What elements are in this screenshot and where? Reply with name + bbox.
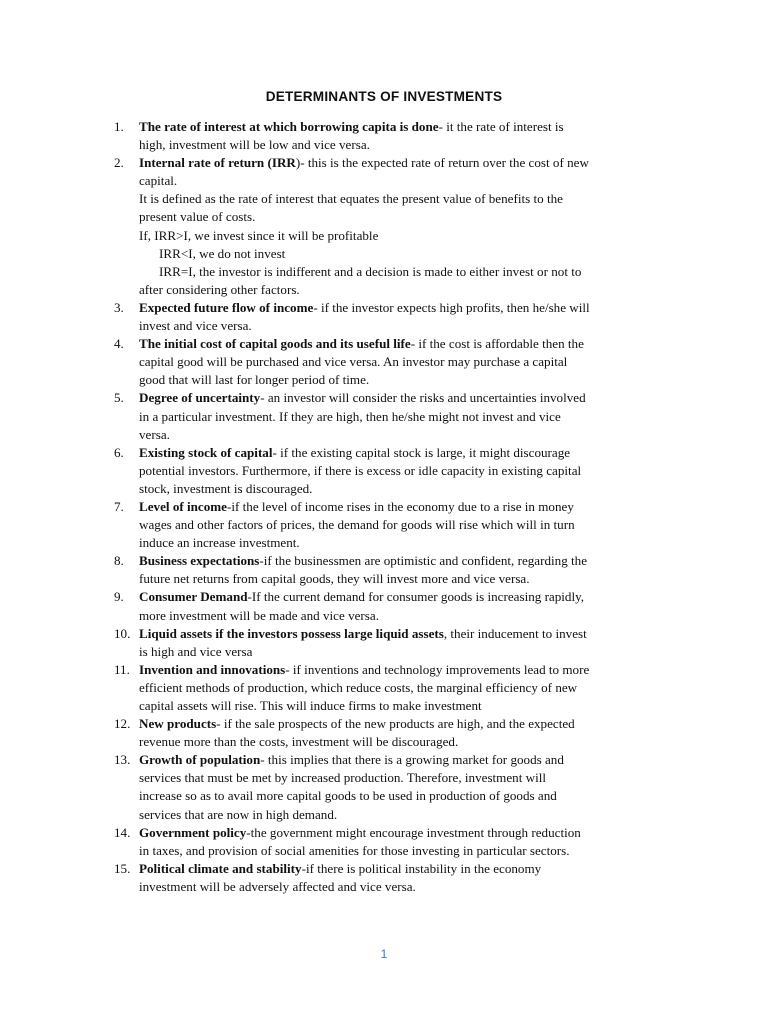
item-heading: Growth of population — [139, 752, 261, 768]
item-continuation: is high and vice versa — [139, 643, 253, 659]
item-continuation: services that must be met by increased production. Therefore, investment will — [139, 770, 546, 786]
item-number: 1. — [114, 119, 124, 134]
item-continuation: more investment will be made and vice versa. — [139, 607, 379, 623]
item-continuation: capital. — [139, 173, 178, 189]
item-first-line — [139, 552, 674, 570]
item-heading: Liquid assets if the investors possess large liquid assets — [139, 625, 444, 641]
item-continuation: increase so as to avail more capital goods to be used in production of goods and — [139, 788, 557, 804]
item-first-line — [139, 860, 674, 878]
item-heading: Consumer Demand — [139, 589, 248, 605]
item-continuation: high, investment will be low and vice versa. — [139, 137, 370, 153]
determinants-list — [114, 118, 674, 896]
item-continuation: in a particular investment. If they are high, then he/she might not invest and vice — [139, 408, 561, 424]
item-first-line — [139, 824, 674, 842]
list-item — [114, 389, 674, 443]
item-number: 13. — [114, 752, 131, 768]
item-heading: The rate of interest at which borrowing capita is done — [139, 119, 439, 134]
list-item — [114, 661, 674, 715]
item-text: -the government might encourage investment through reduction — [246, 824, 581, 840]
list-item — [114, 498, 674, 552]
item-heading: Government policy — [139, 824, 247, 840]
list-item — [114, 118, 674, 154]
list-item — [114, 824, 674, 860]
item-heading: Political climate and stability — [139, 860, 302, 876]
item-text: )- this is the expected rate of return over the cost of new — [295, 155, 589, 171]
item-continuation: efficient methods of production, which reduce costs, the marginal efficiency of new — [139, 679, 578, 695]
item-continuation: in taxes, and provision of social amenities for those investing in particular sectors. — [139, 842, 570, 858]
item-first-line — [139, 715, 674, 733]
item-text: - if inventions and technology improvements lead to more — [285, 661, 590, 677]
list-item — [114, 154, 674, 299]
item-condition: IRR=I, the investor is indifferent and a decision is made to either invest or not to — [159, 263, 582, 279]
item-first-line — [139, 751, 674, 769]
page-number: 1 — [380, 947, 388, 961]
item-number: 15. — [114, 860, 131, 876]
item-continuation: capital assets will rise. This will induce firms to make investment — [139, 698, 482, 713]
list-item — [114, 588, 674, 624]
item-first-line — [139, 154, 674, 172]
item-number: 4. — [114, 336, 124, 352]
item-continuation: after considering other factors. — [139, 281, 300, 297]
item-heading: Business expectations — [139, 553, 260, 569]
item-text: , their inducement to invest — [443, 625, 587, 641]
item-continuation: If, IRR>I, we invest since it will be profitable — [139, 227, 379, 243]
item-continuation: revenue more than the costs, investment will be discouraged. — [139, 734, 459, 750]
list-item — [114, 715, 674, 751]
item-number: 10. — [114, 625, 131, 641]
item-number: 14. — [114, 824, 131, 840]
item-text: -if there is political instability in the economy — [301, 860, 542, 876]
item-continuation: potential investors. Furthermore, if there is excess or idle capacity in existing capital — [139, 462, 582, 478]
item-text: - if the cost is affordable then the — [410, 336, 584, 352]
item-text: - it the rate of interest is — [438, 119, 564, 134]
item-number: 6. — [114, 444, 124, 460]
item-first-line — [139, 118, 674, 136]
item-first-line — [139, 661, 674, 679]
item-continuation: capital good will be purchased and vice versa. An investor may purchase a capital — [139, 354, 568, 370]
item-heading: Expected future flow of income — [139, 299, 314, 315]
item-heading: Level of income — [139, 498, 227, 514]
item-text: - if the existing capital stock is large, it might discourage — [272, 444, 571, 460]
item-heading: Degree of uncertainty — [139, 390, 261, 406]
item-first-line — [139, 335, 674, 353]
item-continuation: stock, investment is discouraged. — [139, 480, 313, 496]
item-continuation: investment will be adversely affected and vice versa. — [139, 878, 416, 894]
item-continuation: services that are now in high demand. — [139, 806, 338, 822]
item-number: 3. — [114, 299, 124, 315]
item-continuation: good that will last for longer period of time. — [139, 372, 370, 388]
item-number: 11. — [114, 661, 130, 677]
list-item — [114, 335, 674, 389]
list-item — [114, 444, 674, 498]
item-text: - an investor will consider the risks and uncertainties involved — [260, 390, 586, 406]
page-title: DETERMINANTS OF INVESTMENTS — [265, 89, 503, 104]
item-heading: New products — [139, 716, 217, 732]
item-number: 5. — [114, 390, 124, 406]
item-continuation: present value of costs. — [139, 209, 256, 225]
list-item — [114, 860, 674, 896]
item-first-line — [139, 588, 674, 606]
list-item — [114, 625, 674, 661]
item-continuation: induce an increase investment. — [139, 535, 300, 551]
item-number: 12. — [114, 716, 131, 732]
item-heading: Internal rate of return (IRR — [139, 155, 296, 171]
item-heading: The initial cost of capital goods and its useful life — [139, 336, 411, 352]
item-number: 9. — [114, 589, 124, 605]
item-continuation: versa. — [139, 426, 170, 442]
item-heading: Invention and innovations — [139, 661, 286, 677]
item-text: - if the investor expects high profits, then he/she will — [313, 299, 590, 315]
item-text: -If the current demand for consumer goods is increasing rapidly, — [247, 589, 585, 605]
list-item — [114, 552, 674, 588]
item-text: - if the sale prospects of the new products are high, and the expected — [216, 716, 575, 732]
item-text: -if the businessmen are optimistic and confident, regarding the — [259, 553, 588, 569]
list-item — [114, 299, 674, 335]
item-condition: IRR<I, we do not invest — [159, 245, 286, 261]
item-text: -if the level of income rises in the economy due to a rise in money — [227, 498, 574, 514]
item-first-line — [139, 299, 674, 317]
item-first-line — [139, 498, 674, 516]
item-number: 7. — [114, 498, 124, 514]
item-continuation: invest and vice versa. — [139, 318, 252, 334]
item-number: 2. — [114, 155, 124, 171]
item-heading: Existing stock of capital — [139, 444, 273, 460]
item-continuation: wages and other factors of prices, the demand for goods will rise which will in turn — [139, 517, 575, 533]
item-continuation: It is defined as the rate of interest that equates the present value of benefits to the — [139, 191, 563, 207]
item-number: 8. — [114, 553, 124, 569]
item-first-line — [139, 625, 674, 643]
item-continuation: future net returns from capital goods, they will invest more and vice versa. — [139, 571, 530, 587]
item-first-line — [139, 389, 674, 407]
list-item — [114, 751, 674, 823]
item-first-line — [139, 444, 674, 462]
item-text: - this implies that there is a growing market for goods and — [260, 752, 564, 768]
